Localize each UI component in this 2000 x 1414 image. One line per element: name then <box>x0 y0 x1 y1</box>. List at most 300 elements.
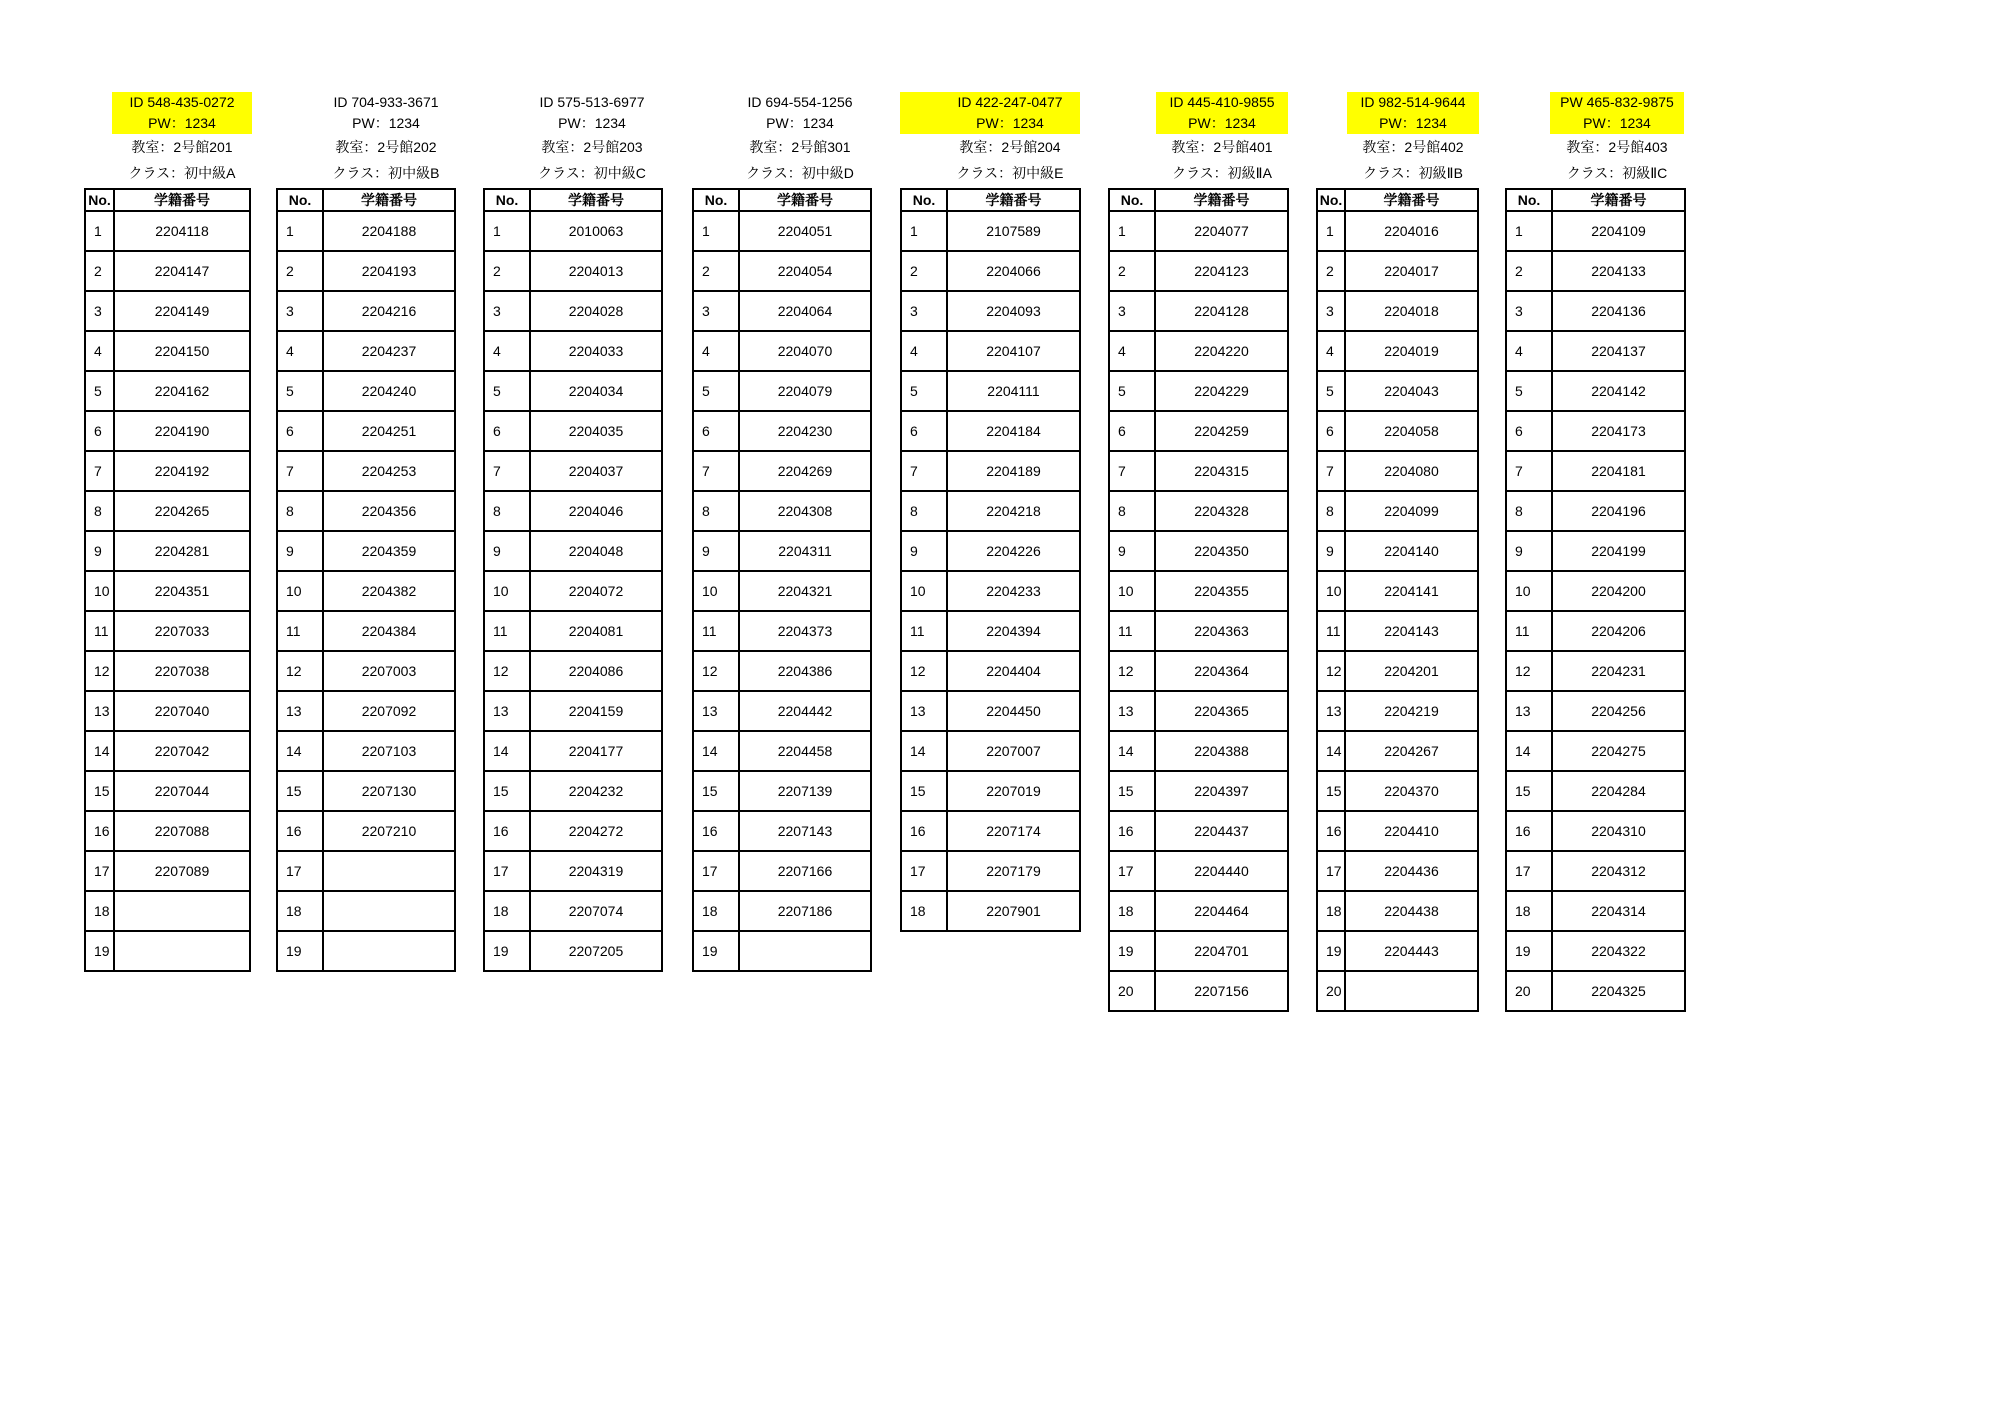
student-id: 2207044 <box>114 771 250 811</box>
student-id: 2204107 <box>947 331 1080 371</box>
header-no: No. <box>277 189 323 211</box>
row-no: 18 <box>693 891 739 931</box>
table-header-row <box>901 189 1080 211</box>
table-row <box>85 571 250 611</box>
header-student-id: 学籍番号 <box>323 189 455 211</box>
table-row <box>1109 971 1288 1011</box>
row-no: 14 <box>1317 731 1345 771</box>
row-no: 18 <box>1506 891 1552 931</box>
class-name: クラス：初級ⅡC <box>1566 165 1668 181</box>
table-row <box>693 571 871 611</box>
table-row <box>85 931 250 971</box>
row-no: 2 <box>1109 251 1155 291</box>
student-id: 2204188 <box>323 211 455 251</box>
student-id: 2204310 <box>1552 811 1685 851</box>
header-student-id: 学籍番号 <box>114 189 250 211</box>
student-id: 2204136 <box>1552 291 1685 331</box>
table-row <box>1109 531 1288 571</box>
student-id: 2207179 <box>947 851 1080 891</box>
student-id: 2204363 <box>1155 611 1288 651</box>
row-no: 10 <box>85 571 114 611</box>
student-id: 2204325 <box>1552 971 1685 1011</box>
row-no: 9 <box>1506 531 1552 571</box>
row-no: 12 <box>484 651 530 691</box>
row-no: 16 <box>1506 811 1552 851</box>
row-no: 15 <box>901 771 947 811</box>
table-row <box>1317 971 1478 1011</box>
table-header-row <box>1506 189 1685 211</box>
row-no: 8 <box>901 491 947 531</box>
row-no: 17 <box>277 851 323 891</box>
row-no: 14 <box>277 731 323 771</box>
row-no: 20 <box>1317 971 1345 1011</box>
row-no: 12 <box>1317 651 1345 691</box>
roster-table-2 <box>483 188 663 972</box>
row-no: 12 <box>277 651 323 691</box>
row-no: 1 <box>1109 211 1155 251</box>
table-row <box>484 491 662 531</box>
row-no: 2 <box>484 251 530 291</box>
row-no: 14 <box>85 731 114 771</box>
row-no: 16 <box>1109 811 1155 851</box>
row-no: 11 <box>85 611 114 651</box>
student-id: 2204259 <box>1155 411 1288 451</box>
student-id <box>114 891 250 931</box>
table-row <box>1506 731 1685 771</box>
meeting-credentials <box>1347 92 1479 134</box>
meeting-password: PW：1234 <box>352 115 420 131</box>
row-no: 5 <box>277 371 323 411</box>
row-no: 12 <box>1109 651 1155 691</box>
row-no: 13 <box>1317 691 1345 731</box>
class-header-5 <box>1156 92 1288 186</box>
class-header-6 <box>1347 92 1479 186</box>
table-row <box>693 851 871 891</box>
student-id: 2204319 <box>530 851 662 891</box>
student-id: 2204322 <box>1552 931 1685 971</box>
student-id: 2204315 <box>1155 451 1288 491</box>
table-row <box>1109 331 1288 371</box>
row-no: 11 <box>901 611 947 651</box>
student-id <box>323 851 455 891</box>
table-row <box>484 211 662 251</box>
table-row <box>693 691 871 731</box>
table-row <box>693 771 871 811</box>
row-no: 12 <box>1506 651 1552 691</box>
student-id: 2207186 <box>739 891 871 931</box>
classroom: 教室：2号館402 <box>1362 139 1464 155</box>
student-id: 2107589 <box>947 211 1080 251</box>
student-id: 2204196 <box>1552 491 1685 531</box>
table-row <box>1109 411 1288 451</box>
meeting-password: PW：1234 <box>1188 115 1256 131</box>
table-row <box>1109 691 1288 731</box>
row-no: 8 <box>484 491 530 531</box>
roster-table-4 <box>900 188 1081 932</box>
student-id: 2204018 <box>1345 291 1478 331</box>
student-id: 2204321 <box>739 571 871 611</box>
table-row <box>1317 651 1478 691</box>
student-id: 2204143 <box>1345 611 1478 651</box>
student-id: 2204173 <box>1552 411 1685 451</box>
table-row <box>693 291 871 331</box>
table-row <box>1506 291 1685 331</box>
table-header-row <box>1317 189 1478 211</box>
row-no: 17 <box>1109 851 1155 891</box>
table-row <box>1317 811 1478 851</box>
row-no: 1 <box>1317 211 1345 251</box>
row-no: 9 <box>85 531 114 571</box>
student-id: 2207139 <box>739 771 871 811</box>
row-no: 2 <box>85 251 114 291</box>
row-no: 14 <box>693 731 739 771</box>
row-no: 11 <box>1506 611 1552 651</box>
row-no: 4 <box>1506 331 1552 371</box>
class-header-0 <box>112 92 252 186</box>
class-header-2 <box>522 92 662 186</box>
row-no: 12 <box>85 651 114 691</box>
student-id: 2204220 <box>1155 331 1288 371</box>
row-no: 13 <box>901 691 947 731</box>
table-row <box>484 851 662 891</box>
student-id: 2204275 <box>1552 731 1685 771</box>
table-row <box>277 811 455 851</box>
row-no: 5 <box>85 371 114 411</box>
table-row <box>693 811 871 851</box>
student-id: 2204436 <box>1345 851 1478 891</box>
row-no: 16 <box>484 811 530 851</box>
classroom: 教室：2号館403 <box>1566 139 1668 155</box>
meeting-credentials <box>900 92 1080 134</box>
table-row <box>901 211 1080 251</box>
student-id: 2204226 <box>947 531 1080 571</box>
row-no: 1 <box>277 211 323 251</box>
student-id: 2204253 <box>323 451 455 491</box>
student-id: 2204200 <box>1552 571 1685 611</box>
row-no: 3 <box>693 291 739 331</box>
row-no: 4 <box>693 331 739 371</box>
student-id: 2204206 <box>1552 611 1685 651</box>
header-student-id: 学籍番号 <box>739 189 871 211</box>
student-id: 2204216 <box>323 291 455 331</box>
table-row <box>901 531 1080 571</box>
table-row <box>484 811 662 851</box>
class-name: クラス：初中級A <box>128 165 236 181</box>
row-no: 16 <box>85 811 114 851</box>
table-row <box>1109 771 1288 811</box>
student-id: 2204443 <box>1345 931 1478 971</box>
table-row <box>1317 211 1478 251</box>
classroom: 教室：2号館301 <box>749 139 851 155</box>
row-no: 3 <box>901 291 947 331</box>
row-no: 18 <box>1317 891 1345 931</box>
student-id: 2204356 <box>323 491 455 531</box>
student-id: 2204109 <box>1552 211 1685 251</box>
table-row <box>85 811 250 851</box>
class-header-7 <box>1550 92 1684 186</box>
row-no: 13 <box>277 691 323 731</box>
table-row <box>901 371 1080 411</box>
row-no: 9 <box>901 531 947 571</box>
row-no: 14 <box>1506 731 1552 771</box>
meeting-id: ID 422-247-0477 <box>957 94 1063 110</box>
student-id: 2204048 <box>530 531 662 571</box>
row-no: 10 <box>901 571 947 611</box>
row-no: 19 <box>484 931 530 971</box>
student-id: 2204442 <box>739 691 871 731</box>
table-row <box>484 771 662 811</box>
student-id: 2204359 <box>323 531 455 571</box>
row-no: 15 <box>693 771 739 811</box>
meeting-id: ID 694-554-1256 <box>747 94 853 110</box>
student-id: 2204394 <box>947 611 1080 651</box>
student-id: 2204147 <box>114 251 250 291</box>
student-id: 2204314 <box>1552 891 1685 931</box>
student-id: 2204311 <box>739 531 871 571</box>
row-no: 11 <box>1317 611 1345 651</box>
row-no: 7 <box>1109 451 1155 491</box>
table-row <box>1506 891 1685 931</box>
table-row <box>901 851 1080 891</box>
student-id: 2204028 <box>530 291 662 331</box>
table-row <box>693 491 871 531</box>
table-row <box>693 931 871 971</box>
table-row <box>1506 931 1685 971</box>
table-row <box>901 451 1080 491</box>
table-row <box>1109 731 1288 771</box>
student-id <box>323 931 455 971</box>
row-no: 9 <box>277 531 323 571</box>
row-no: 7 <box>901 451 947 491</box>
header-no: No. <box>1109 189 1155 211</box>
table-row <box>901 811 1080 851</box>
table-row <box>1506 411 1685 451</box>
classroom: 教室：2号館203 <box>541 139 643 155</box>
student-id: 2204440 <box>1155 851 1288 891</box>
student-id: 2204162 <box>114 371 250 411</box>
meeting-password: PW：1234 <box>1379 115 1447 131</box>
roster-table-7 <box>1505 188 1686 1012</box>
student-id: 2204199 <box>1552 531 1685 571</box>
student-id <box>114 931 250 971</box>
table-row <box>693 411 871 451</box>
row-no: 19 <box>693 931 739 971</box>
table-row <box>901 611 1080 651</box>
student-id: 2204410 <box>1345 811 1478 851</box>
table-row <box>901 891 1080 931</box>
table-row <box>1317 291 1478 331</box>
header-student-id: 学籍番号 <box>1345 189 1478 211</box>
student-id: 2207074 <box>530 891 662 931</box>
class-name: クラス：初級ⅡA <box>1172 165 1272 181</box>
student-id: 2204373 <box>739 611 871 651</box>
row-no: 4 <box>277 331 323 371</box>
row-no: 13 <box>1109 691 1155 731</box>
student-id: 2204269 <box>739 451 871 491</box>
student-id: 2204240 <box>323 371 455 411</box>
table-row <box>1109 811 1288 851</box>
table-row <box>1109 371 1288 411</box>
student-id: 2207130 <box>323 771 455 811</box>
row-no: 17 <box>1506 851 1552 891</box>
student-id: 2204464 <box>1155 891 1288 931</box>
student-id: 2204404 <box>947 651 1080 691</box>
student-id: 2204384 <box>323 611 455 651</box>
student-id: 2204437 <box>1155 811 1288 851</box>
student-id: 2207003 <box>323 651 455 691</box>
table-row <box>901 491 1080 531</box>
student-id: 2204017 <box>1345 251 1478 291</box>
student-id: 2207210 <box>323 811 455 851</box>
meeting-id: ID 704-933-3671 <box>333 94 439 110</box>
row-no: 13 <box>693 691 739 731</box>
table-row <box>277 691 455 731</box>
student-id: 2204193 <box>323 251 455 291</box>
roster-table-6 <box>1316 188 1479 1012</box>
row-no: 11 <box>484 611 530 651</box>
table-header-row <box>1109 189 1288 211</box>
table-row <box>1506 771 1685 811</box>
row-no: 3 <box>484 291 530 331</box>
row-no: 6 <box>1506 411 1552 451</box>
row-no: 19 <box>1317 931 1345 971</box>
table-row <box>484 291 662 331</box>
table-row <box>1109 491 1288 531</box>
student-id: 2204033 <box>530 331 662 371</box>
table-row <box>277 771 455 811</box>
student-id: 2204140 <box>1345 531 1478 571</box>
student-id: 2204181 <box>1552 451 1685 491</box>
row-no: 16 <box>693 811 739 851</box>
class-name: クラス：初中級D <box>746 165 854 181</box>
meeting-credentials <box>1550 92 1684 134</box>
student-id: 2204229 <box>1155 371 1288 411</box>
row-no: 19 <box>85 931 114 971</box>
student-id: 2207103 <box>323 731 455 771</box>
table-row <box>1317 931 1478 971</box>
class-header-3 <box>730 92 870 186</box>
roster-table-3 <box>692 188 872 972</box>
row-no: 7 <box>277 451 323 491</box>
student-id: 2204051 <box>739 211 871 251</box>
row-no: 2 <box>693 251 739 291</box>
table-row <box>1317 531 1478 571</box>
header-student-id: 学籍番号 <box>530 189 662 211</box>
table-row <box>1506 211 1685 251</box>
row-no: 3 <box>1317 291 1345 331</box>
row-no: 8 <box>1317 491 1345 531</box>
class-name: クラス：初中級B <box>332 165 440 181</box>
row-no: 4 <box>901 331 947 371</box>
student-id <box>1345 971 1478 1011</box>
student-id: 2204141 <box>1345 571 1478 611</box>
table-row <box>484 411 662 451</box>
student-id: 2204267 <box>1345 731 1478 771</box>
table-row <box>1317 331 1478 371</box>
table-row <box>277 251 455 291</box>
meeting-password: PW：1234 <box>976 115 1044 131</box>
row-no: 19 <box>277 931 323 971</box>
meeting-credentials <box>316 92 456 134</box>
table-row <box>277 931 455 971</box>
table-row <box>1317 371 1478 411</box>
student-id: 2204058 <box>1345 411 1478 451</box>
row-no: 17 <box>693 851 739 891</box>
meeting-credentials <box>730 92 870 134</box>
row-no: 6 <box>1109 411 1155 451</box>
student-id: 2204308 <box>739 491 871 531</box>
roster-table-1 <box>276 188 456 972</box>
student-id: 2204218 <box>947 491 1080 531</box>
table-row <box>1317 491 1478 531</box>
row-no: 9 <box>1109 531 1155 571</box>
row-no: 7 <box>693 451 739 491</box>
roster-body <box>484 211 662 971</box>
student-id: 2204079 <box>739 371 871 411</box>
table-row <box>277 891 455 931</box>
table-row <box>277 371 455 411</box>
table-row <box>277 411 455 451</box>
table-row <box>85 771 250 811</box>
row-no: 14 <box>1109 731 1155 771</box>
student-id: 2207089 <box>114 851 250 891</box>
row-no: 19 <box>1109 931 1155 971</box>
table-row <box>693 331 871 371</box>
table-row <box>1317 731 1478 771</box>
row-no: 9 <box>484 531 530 571</box>
table-row <box>1506 451 1685 491</box>
student-id: 2207205 <box>530 931 662 971</box>
row-no: 5 <box>1317 371 1345 411</box>
student-id: 2204438 <box>1345 891 1478 931</box>
row-no: 16 <box>901 811 947 851</box>
meeting-password: PW：1234 <box>766 115 834 131</box>
table-row <box>1317 451 1478 491</box>
student-id: 2010063 <box>530 211 662 251</box>
student-id: 2204184 <box>947 411 1080 451</box>
table-row <box>693 451 871 491</box>
table-row <box>277 451 455 491</box>
table-row <box>1317 691 1478 731</box>
table-header-row <box>693 189 871 211</box>
table-row <box>85 451 250 491</box>
header-no: No. <box>1506 189 1552 211</box>
student-id: 2207019 <box>947 771 1080 811</box>
table-row <box>85 331 250 371</box>
table-row <box>1506 531 1685 571</box>
student-id: 2204219 <box>1345 691 1478 731</box>
table-row <box>1506 251 1685 291</box>
row-no: 10 <box>484 571 530 611</box>
table-row <box>1109 611 1288 651</box>
meeting-credentials <box>1156 92 1288 134</box>
table-row <box>1506 491 1685 531</box>
student-id: 2204142 <box>1552 371 1685 411</box>
table-row <box>1109 891 1288 931</box>
student-id: 2207088 <box>114 811 250 851</box>
student-id: 2204328 <box>1155 491 1288 531</box>
table-row <box>1317 611 1478 651</box>
student-id: 2204035 <box>530 411 662 451</box>
header-no: No. <box>901 189 947 211</box>
table-row <box>85 691 250 731</box>
row-no: 6 <box>85 411 114 451</box>
row-no: 5 <box>484 371 530 411</box>
roster-body <box>277 211 455 971</box>
table-row <box>901 691 1080 731</box>
row-no: 4 <box>85 331 114 371</box>
row-no: 5 <box>693 371 739 411</box>
